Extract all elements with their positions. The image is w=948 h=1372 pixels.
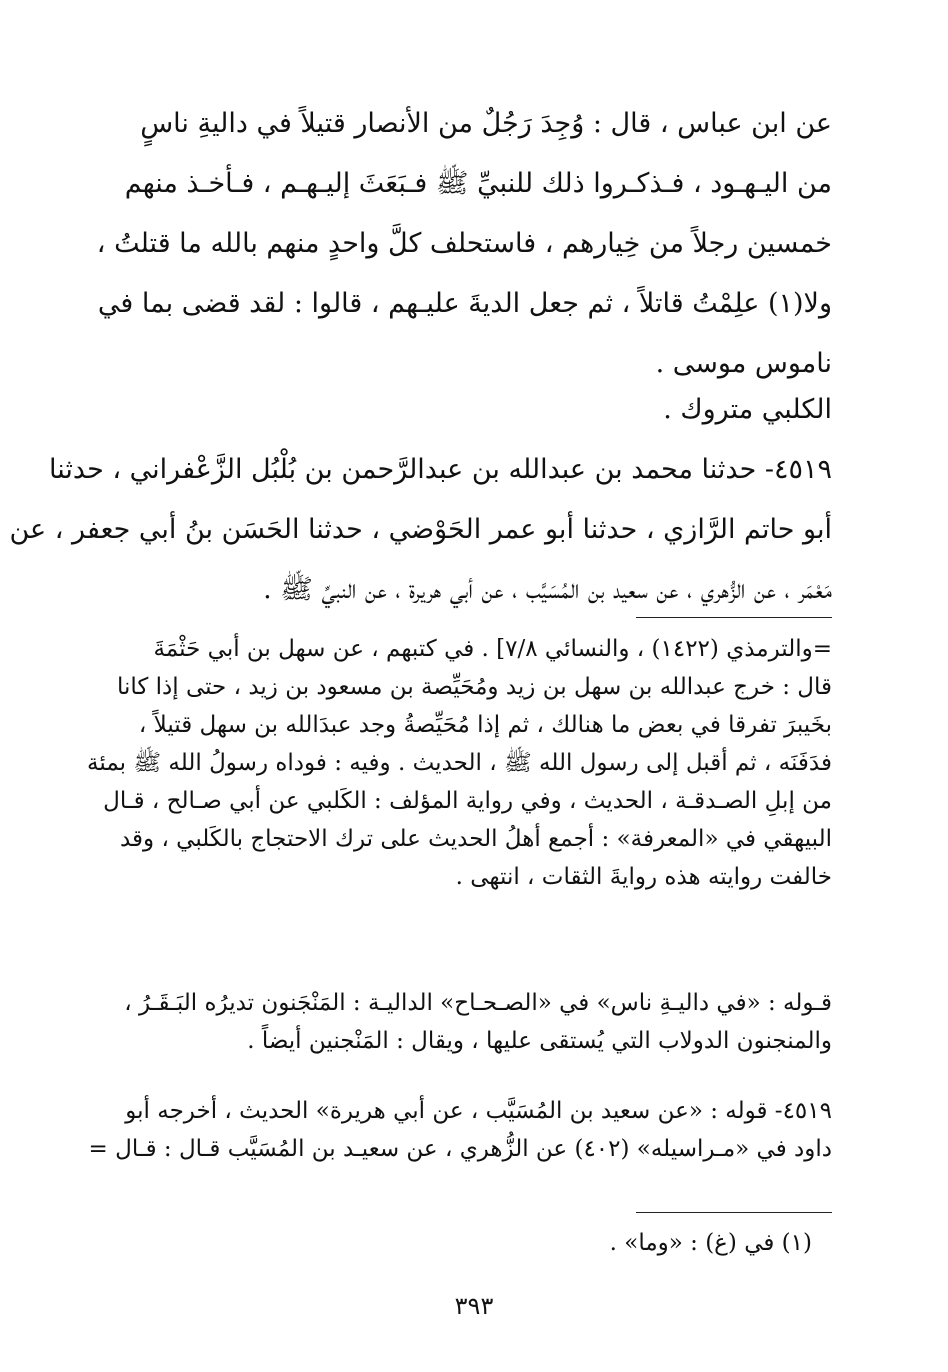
footnote-line: (١) في (غ) : «وما» . xyxy=(609,1230,812,1256)
commentary-paragraph-2 xyxy=(112,984,832,1060)
main-line: ولا(١) علِمْتُ قاتلاً ، ثم جعل الديةَ عليـهم ، قالوا : لقد قضى بما في xyxy=(97,288,832,319)
commentary-line: ٤٥١٩- قوله : «عن سعيد بن المُسَيَّب ، عن أبي هريرة» الحديث ، أخرجه أبو xyxy=(125,1098,832,1124)
hadith-line: مَعْمَر ، عن الزُّهري ، عن سعيد بن المُسَيَّب ، عن أبي هريرة ، عن النبيِّ ﷺ . xyxy=(263,574,832,605)
footnote-separator xyxy=(636,1212,832,1213)
footnote xyxy=(112,1224,812,1262)
remark-line: الكلبي متروك . xyxy=(663,394,832,425)
commentary-paragraph-3 xyxy=(88,1092,832,1168)
remark xyxy=(112,380,832,440)
main-line: من اليـهـود ، فـذكـروا ذلك للنبيِّ ﷺ فـبَعَثَ إليـهـم ، فـأخـذ منهم xyxy=(124,168,832,199)
commentary-paragraph-1 xyxy=(87,630,832,896)
commentary-line: =والترمذي (١٤٢٢) ، والنسائي ٧/٨] . في كتبهم ، عن سهل بن أبي حَثْمَةَ xyxy=(153,636,832,662)
main-line: ناموس موسى . xyxy=(655,348,832,379)
commentary-line: خالفت روايته هذه روايةَ الثقات ، انتهى . xyxy=(455,864,832,890)
main-text xyxy=(96,94,832,394)
commentary-line: داود في «مـراسيله» (٤٠٢) عن الزُّهري ، عن سعيـد بن المُسَيَّب قـال : قـال = xyxy=(88,1136,832,1162)
commentary-line: من إبلِ الصـدقـة ، الحديث ، وفي رواية المؤلف : الكَلبي عن أبي صـالح ، قـال xyxy=(103,788,832,814)
main-line: عن ابن عباس ، قال : وُجِدَ رَجُلٌ من الأنصار قتيلاً في داليةِ ناسٍ xyxy=(140,108,832,139)
commentary-line: بخَيبرَ تفرقا في بعض ما هنالك ، ثم إذا مُحَيِّصةُ وجد عبدَالله بن سهل قتيلاً ، xyxy=(138,712,832,738)
page-number: ٣٩٣ xyxy=(454,1292,494,1320)
hadith-line: ٤٥١٩- حدثنا محمد بن عبدالله بن عبدالرَّحمن بن بُلْبُل الزَّعْفراني ، حدثنا xyxy=(49,454,832,485)
commentary-separator xyxy=(636,617,832,618)
hadith-line: أبو حاتم الرَّازي ، حدثنا أبو عمر الحَوْضي ، حدثنا الحَسَن بنُ أبي جعفر ، عن xyxy=(9,514,832,545)
commentary-line: فدَفَنَه ، ثم أقبل إلى رسول الله ﷺ ، الحديث . وفيه : فوداه رسولُ الله ﷺ بمئة xyxy=(87,750,832,776)
commentary-line: قال : خرج عبدالله بن سهل بن زيد ومُحَيِّصة بن مسعود بن زيد ، حتى إذا كانا xyxy=(116,674,832,700)
commentary-line: قـوله : «في داليـةِ ناس» في «الصـحـاح» الداليـة : المَنْجَنون تديرُه البَـقَـرُ ، xyxy=(124,990,832,1016)
hadith-4519 xyxy=(9,440,832,620)
commentary-line: والمنجنون الدولاب التي يُستقى عليها ، ويقال : المَنْجنين أيضاً . xyxy=(247,1028,832,1054)
main-line: خمسين رجلاً من خِيارهم ، فاستحلف كلَّ واحدٍ منهم بالله ما قتلتُ ، xyxy=(96,228,832,259)
commentary-line: البيهقي في «المعرفة» : أجمع أهلُ الحديث على ترك الاحتجاج بالكَلبي ، وقد xyxy=(119,826,832,852)
